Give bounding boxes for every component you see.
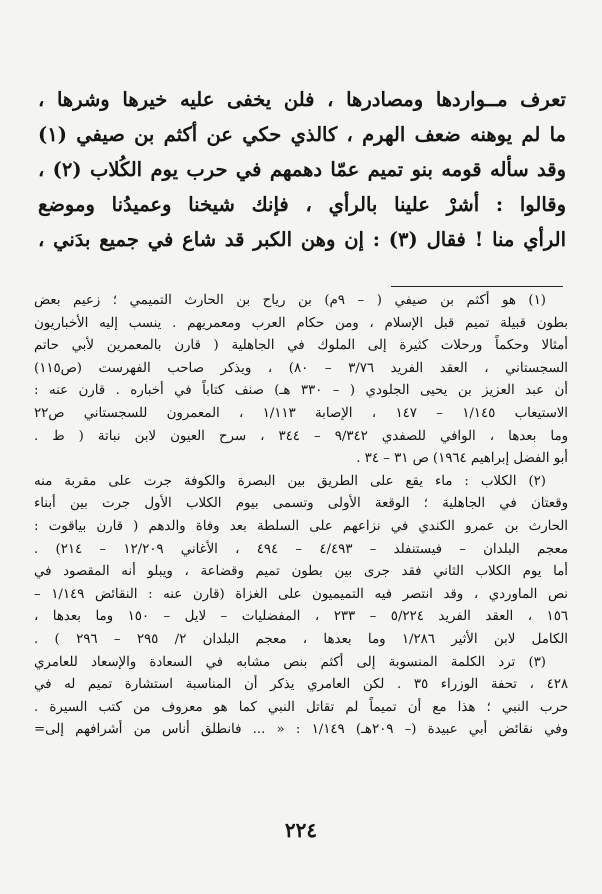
footnote-line: الحارث بن عمرو الكندي في نزاعهم على السلطة بعد وفاة والدهم ( قارن بياقوت : (34, 518, 568, 534)
main-text-line: وقالوا : أشرْ علينا بالرأي ، فإنك شيخنا وعميدُنا وموضع (38, 193, 566, 216)
footnote-line: وقعتان في الجاهلية ؛ الوقعة الأولى وتسمى بيوم الكلاب الأول جرت بين أبناء (34, 496, 568, 512)
main-text-line: وقد سأله قومه بنو تميم عمّا دهمهم في حرب يوم الكُلاب (٢) ، (38, 158, 566, 181)
footnotes (34, 290, 568, 742)
footnote-line: (٢) الكلاب : ماء يقع على الطريق بين البصرة والكوفة جرت على مقربة منه (34, 473, 546, 489)
footnote-line: ٤٢٨ ، تحفة الوزراء ٣٥ . لكن العامري يذكر أن المناسبة استشارة تميم له في (34, 677, 568, 693)
main-text-line: ما لم يوهنه ضعف الهرم ، كالذي حكي عن أكثم بن صيفي (١) (38, 123, 566, 146)
footnote-line: (١) هو أكثم بن صيفي ( – ٩م) بن رياح بن الحارث التميمي ؛ زعيم بعض (34, 293, 546, 308)
footnote-line: أما يوم الكلاب الثاني فقد جرى بين بطون تميم وقضاعة ، ويبلو أنه المقصود في (34, 564, 568, 580)
main-text-line: تعرف مــواردها ومصادرها ، فلن يخفى عليه خيرها وشرها ، (38, 88, 566, 111)
main-text (38, 82, 566, 257)
footnote-line: السجستاني ، العقد الفريد ٣/٧٦ – ٨٠) ، ويذكر صاحب الفهرست (ص١١٥) (34, 360, 568, 376)
footnote-line: معجم البلدان – فيستنفلد – ٤/٤٩٣ – ٤٩٤ ، الأغاني ١٢/٢٠٩ – ٢١٤) . (34, 541, 568, 557)
footnote-line: حرب النبي ؛ هذا مع أن تميماً لم تقاتل النبي كما هو معروف من كتب السيرة . (34, 699, 568, 715)
footnote-line: نص الماوردي ، وقد انتصر فيه التميميون على الغزاة (قارن عنه : النقائض ١/١٤٩ – (34, 586, 568, 602)
footnote-line: أمثالا وحكماً ورحلات كثيرة إلى الملوك في الجاهلية ( قارن بالمعمرين لأبي حاتم (34, 338, 568, 354)
page-number: ٢٢٤ (284, 818, 318, 842)
footnote-separator (391, 286, 563, 287)
main-text-line: الرأي منا ! فقال (٣) : إن وهن الكبر قد شاع في جميع بدَني ، (38, 228, 566, 251)
footnote-line: وما بعدها ، الوافي للصفدي ٩/٣٤٢ – ٣٤٤ ، سرح العيون لابن نباتة ( ط . (34, 428, 568, 444)
footnote-line: (٣) ترد الكلمة المنسوبة إلى أكثم بنص مشابه في السعادة والإسعاد للعامري (34, 654, 546, 670)
footnote-line: الاستيعاب ١/١٤٥ – ١٤٧ ، الإصابة ١/١١٣ ، المعمرون للسجستاني ص٢٢ (34, 405, 568, 421)
footnote-line: وفي نقائض أبي عبيدة (– ٢٠٩هـ) ١/١٤٩ : « ... فانطلق أناس من أشرافهم إلى= (34, 722, 568, 738)
footnote-line: بطون قبيلة تميم قبل الإسلام ، ومن حكام العرب ومعمريهم . ينسب إليه الأخباريون (34, 315, 568, 331)
footnote-line: ١٥٦ ، العقد الفريد ٥/٢٢٤ – ٢٣٣ ، المفضليات – لايل – ١٥٠ وما بعدها ، (34, 609, 568, 625)
footnote-line: أن عبد العزيز بن يحيى الجلودي ( – ٣٣٠ هـ) صنف كتاباً في أخباره . قارن عنه : (34, 383, 568, 399)
footnote-line: الكامل لابن الأثير ١/٢٨٦ وما بعدها ، معجم البلدان ٢/ ٢٩٥ – ٢٩٦ ) . (34, 631, 568, 647)
footnote-line: أبو الفضل إبراهيم ١٩٦٤) ص ٣١ – ٣٤ . (356, 451, 568, 467)
